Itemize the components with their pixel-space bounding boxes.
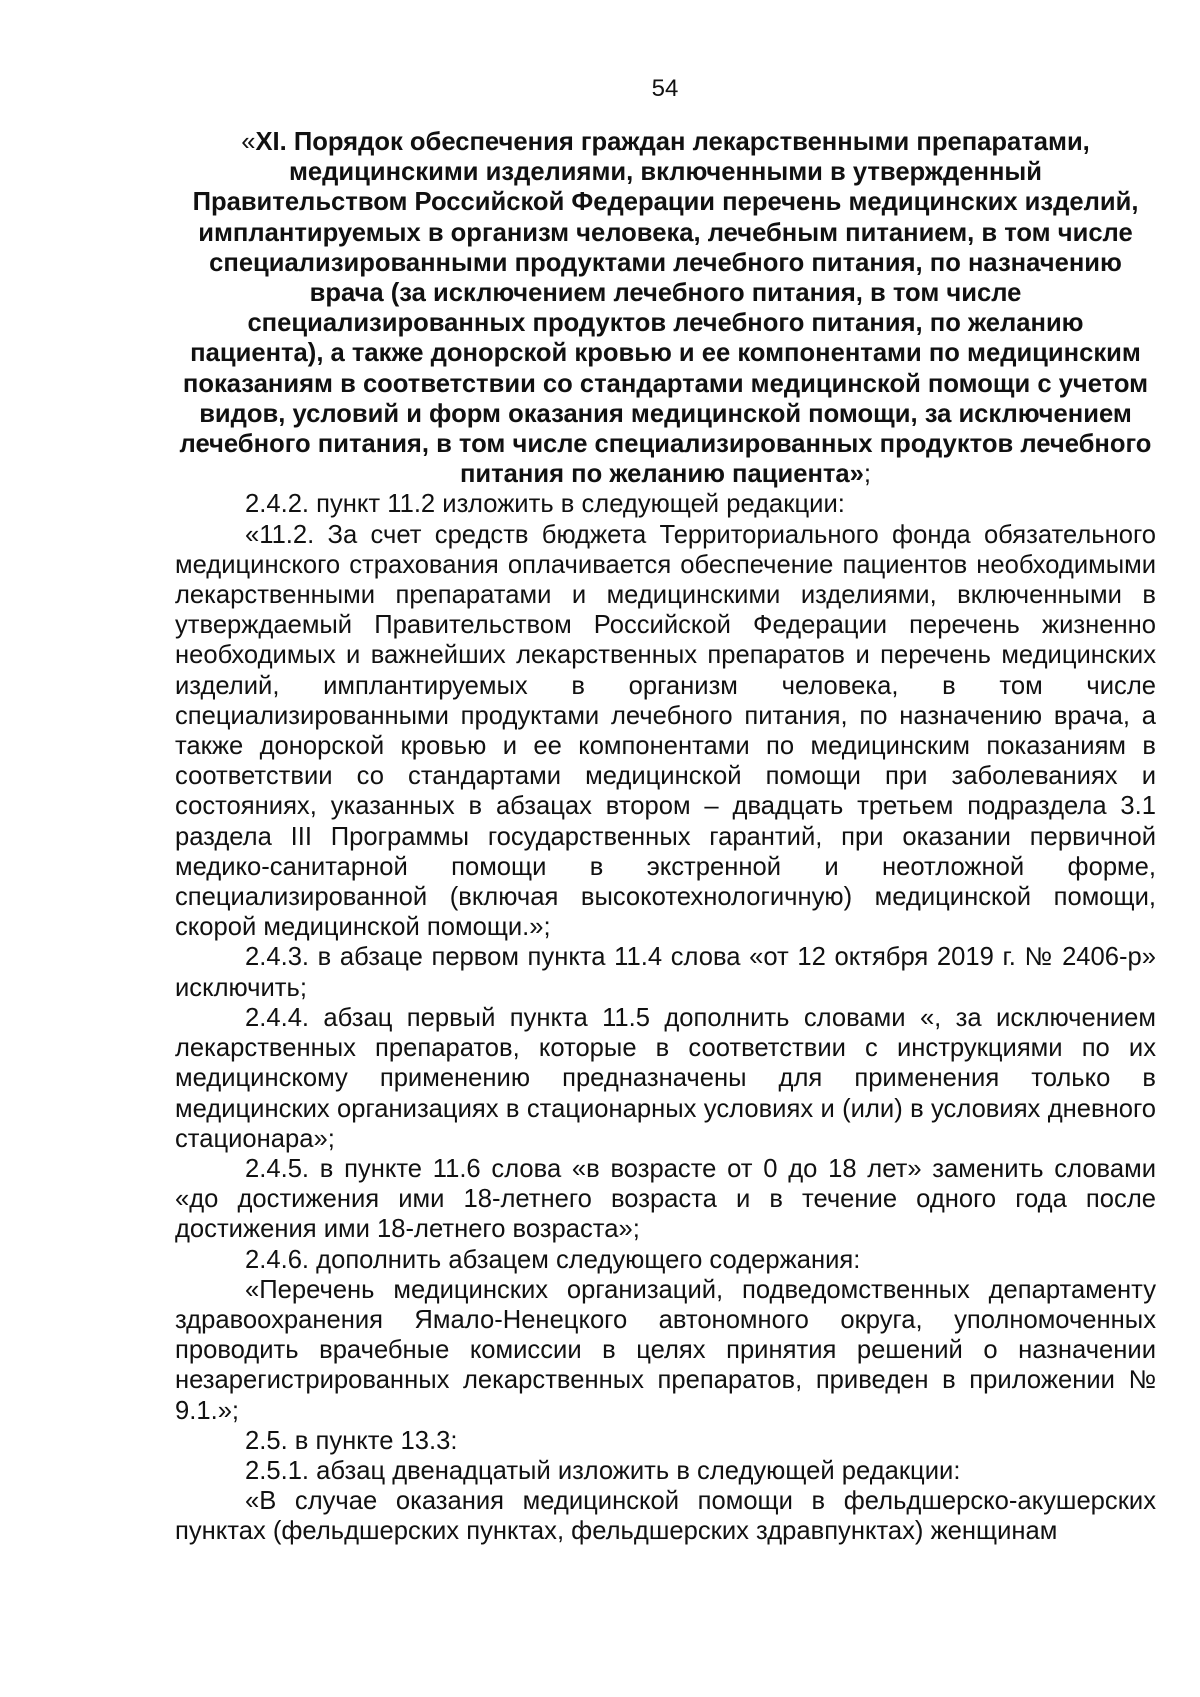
paragraph-2-4-4: 2.4.4. абзац первый пункта 11.5 дополнить словами «, за исключением лекарственных препаратов, которые в соответствии с инструкциями по их медицинскому применению предназначены для применения только в медицинских организациях в стационарных условиях и (или) в условиях дневного стационара»; (175, 1003, 1156, 1153)
heading-text: XI. Порядок обеспечения граждан лекарственными препаратами, медицинскими изделиями, включенными в утвержденный Правительством Российской Федерации перечень медицинских изделий, имплантируемых в организм человека, лечебным питанием, в том числе специализированными продуктами лечебного питания, по назначению врача (за исключением лечебного питания, в том числе специализированных продуктов лечебного питания, по желанию пациента), а также донорской кровью и ее компонентами по медицинским показаниям в соответствии со стандартами медицинской помощи с учетом видов, условий и форм оказания медицинской помощи, за исключением лечебного питания, в том числе специализированных продуктов лечебного питания по желанию пациента» (179, 128, 1152, 489)
paragraph-organizations-list: «Перечень медицинских организаций, подведомственных департаменту здравоохранения Ямало-Ненецкого автономного округа, уполномоченных проводить врачебные комиссии в целях принятия решений о назначении незарегистрированных лекарственных препаратов, приведен в приложении № 9.1.»; (175, 1275, 1156, 1425)
paragraph-2-5-1: 2.5.1. абзац двенадцатый изложить в следующей редакции: (245, 1456, 961, 1485)
heading-open-quote: « (241, 128, 256, 156)
page-number: 54 (651, 75, 679, 102)
paragraph-fap-text: «В случае оказания медицинской помощи в фельдшерско-акушерских пунктах (фельдшерских пунктах, фельдшерских здравпунктах) женщинам (175, 1487, 1156, 1546)
paragraph-11-2-text: «11.2. За счет средств бюджета Территориального фонда обязательного медицинского страхования оплачивается обеспечение пациентов необходимыми лекарственными препаратами и медицинскими изделиями, включенными в утверждаемый Правительством Российской Федерации перечень жизненно необходимых и важнейших лекарственных препаратов и перечень медицинских изделий, имплантируемых в организм человека, в том числе специализированными продуктами лечебного питания, по назначению врача, а также донорской кровью и ее компонентами по медицинским показаниям в соответствии со стандартами медицинской помощи при заболеваниях и состояниях, указанных в абзацах втором – двадцать третьем подраздела 3.1 раздела III Программы государственных гарантий, при оказании первичной медико-санитарной помощи в экстренной и неотложной форме, специализированной (включая высокотехнологичную) медицинской помощи, скорой медицинской помощи.»; (175, 520, 1156, 942)
paragraph-2-4-6: 2.4.6. дополнить абзацем следующего содержания: (245, 1245, 861, 1274)
section-heading (175, 127, 1156, 489)
paragraph-2-4-2: 2.4.2. пункт 11.2 изложить в следующей редакции: (245, 490, 845, 519)
paragraph-2-4-3: 2.4.3. в абзаце первом пункта 11.4 слова «от 12 октября 2019 г. № 2406-р» исключить; (175, 943, 1156, 1002)
paragraph-2-5: 2.5. в пункте 13.3: (245, 1426, 458, 1455)
paragraph-2-4-5: 2.4.5. в пункте 11.6 слова «в возрасте от 0 до 18 лет» заменить словами «до достижения ими 18-летнего возраста и в течение одного года после достижения ими 18-летнего возраста»; (175, 1154, 1156, 1244)
document-body (175, 127, 1156, 1547)
heading-trailing-punctuation: ; (863, 460, 872, 489)
